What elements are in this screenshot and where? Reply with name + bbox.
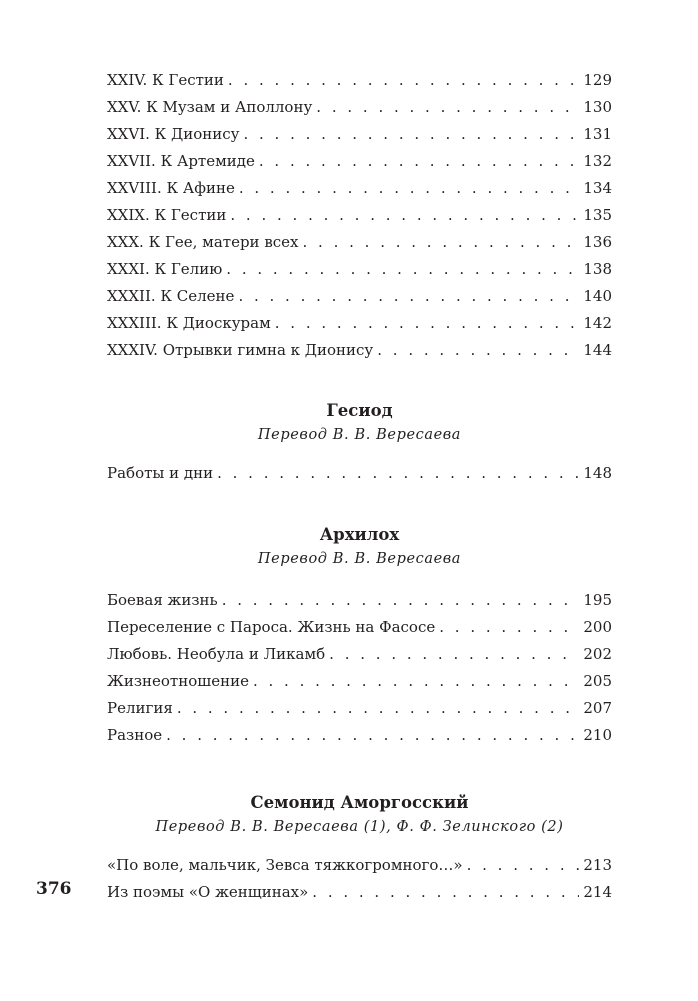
toc-entry-title: Жизнеотношение [107, 672, 249, 690]
leader-dots [275, 310, 580, 337]
toc-entry-page: 207 [583, 699, 612, 717]
toc-entry-page: 214 [583, 883, 612, 901]
toc-entry-title: Из поэмы «О женщинах» [107, 883, 309, 901]
toc-entry[interactable] [107, 283, 612, 310]
leader-dots [222, 587, 580, 614]
toc-entry-title: Религия [107, 699, 173, 717]
toc-entry-page: 138 [583, 260, 612, 278]
section-translator-archilochus: Перевод В. В. Вересаева [257, 551, 462, 567]
toc-entry-page: 142 [583, 314, 612, 332]
toc-entry[interactable] [107, 668, 612, 695]
semonides-list [107, 852, 612, 906]
toc-entry-page: 135 [583, 206, 612, 224]
toc-entry-title: XXXI. К Гелию [107, 260, 223, 278]
leader-dots [177, 695, 580, 722]
toc-entry[interactable] [107, 852, 612, 879]
toc-entry[interactable] [107, 94, 612, 121]
toc-entry[interactable] [107, 641, 612, 668]
section-heading-hesiod: Гесиод [326, 401, 393, 420]
archilochus-list [107, 587, 612, 749]
leader-dots [439, 614, 579, 641]
toc-entry[interactable] [107, 67, 612, 94]
hesiod-list [107, 460, 612, 487]
leader-dots [166, 722, 579, 749]
section-translator-semonides: Перевод В. В. Вересаева (1), Ф. Ф. Зелинского (2) [155, 819, 564, 835]
toc-entry[interactable] [107, 722, 612, 749]
toc-entry-title: XXXII. К Селене [107, 287, 235, 305]
toc-entry[interactable] [107, 229, 612, 256]
leader-dots [217, 460, 579, 487]
toc-entry-title: XXVI. К Дионису [107, 125, 240, 143]
section-heading-archilochus: Архилох [319, 525, 400, 544]
toc-entry-title: Боевая жизнь [107, 591, 218, 609]
toc-entry-page: 134 [583, 179, 612, 197]
toc-entry-page: 148 [583, 464, 612, 482]
section-heading-semonides: Семонид Аморгосский [250, 793, 469, 812]
leader-dots [312, 879, 579, 906]
toc-entry-title: XXV. К Музам и Аполлону [107, 98, 313, 116]
toc-entry-title: Разное [107, 726, 163, 744]
leader-dots [329, 641, 579, 668]
leader-dots [239, 175, 580, 202]
toc-entry[interactable] [107, 202, 612, 229]
leader-dots [316, 94, 579, 121]
toc-entry-title: XXVIII. К Афине [107, 179, 235, 197]
toc-entry-page: 205 [583, 672, 612, 690]
leader-dots [467, 852, 580, 879]
toc-entry[interactable] [107, 587, 612, 614]
leader-dots [253, 668, 579, 695]
leader-dots [228, 67, 579, 94]
toc-entry-page: 132 [583, 152, 612, 170]
leader-dots [226, 256, 579, 283]
toc-entry-page: 213 [583, 856, 612, 874]
leader-dots [238, 283, 579, 310]
toc-entry-title: Переселение с Пароса. Жизнь на Фасосе [107, 618, 436, 636]
leader-dots [259, 148, 579, 175]
toc-entry[interactable] [107, 121, 612, 148]
toc-entry-title: XXXIV. Отрывки гимна к Дионису [107, 341, 374, 359]
leader-dots [243, 121, 579, 148]
section-translator-hesiod: Перевод В. В. Вересаева [257, 427, 462, 443]
toc-entry-page: 130 [583, 98, 612, 116]
toc-entry-page: 195 [583, 591, 612, 609]
toc-entry[interactable] [107, 460, 612, 487]
leader-dots [303, 229, 580, 256]
toc-entry-page: 202 [583, 645, 612, 663]
toc-entry-page: 136 [583, 233, 612, 251]
toc-entry[interactable] [107, 148, 612, 175]
toc-entry[interactable] [107, 256, 612, 283]
toc-entry-title: Любовь. Необула и Ликамб [107, 645, 326, 663]
toc-entry-title: XXIX. К Гестии [107, 206, 227, 224]
toc-entry-page: 144 [583, 341, 612, 359]
toc-entry-page: 200 [583, 618, 612, 636]
page-number: 376 [36, 879, 72, 899]
toc-entry-title: «По воле, мальчик, Зевса тяжкогромного…» [107, 856, 463, 874]
toc-entry-title: Работы и дни [107, 464, 214, 482]
leader-dots [377, 337, 579, 364]
toc-entry[interactable] [107, 337, 612, 364]
toc-entry-page: 140 [583, 287, 612, 305]
toc-entry-page: 129 [583, 71, 612, 89]
toc-entry-title: XXX. К Гее, матери всех [107, 233, 299, 251]
toc-entry[interactable] [107, 695, 612, 722]
toc-entry-title: XXXIII. К Диоскурам [107, 314, 271, 332]
toc-entry[interactable] [107, 879, 612, 906]
toc-entry-title: XXVII. К Артемиде [107, 152, 255, 170]
toc-entry[interactable] [107, 175, 612, 202]
toc-entry-page: 131 [583, 125, 612, 143]
leader-dots [230, 202, 579, 229]
toc-entry[interactable] [107, 310, 612, 337]
toc-entry[interactable] [107, 614, 612, 641]
toc-entry-title: XXIV. К Гестии [107, 71, 224, 89]
hymns-list [107, 67, 612, 364]
toc-entry-page: 210 [583, 726, 612, 744]
